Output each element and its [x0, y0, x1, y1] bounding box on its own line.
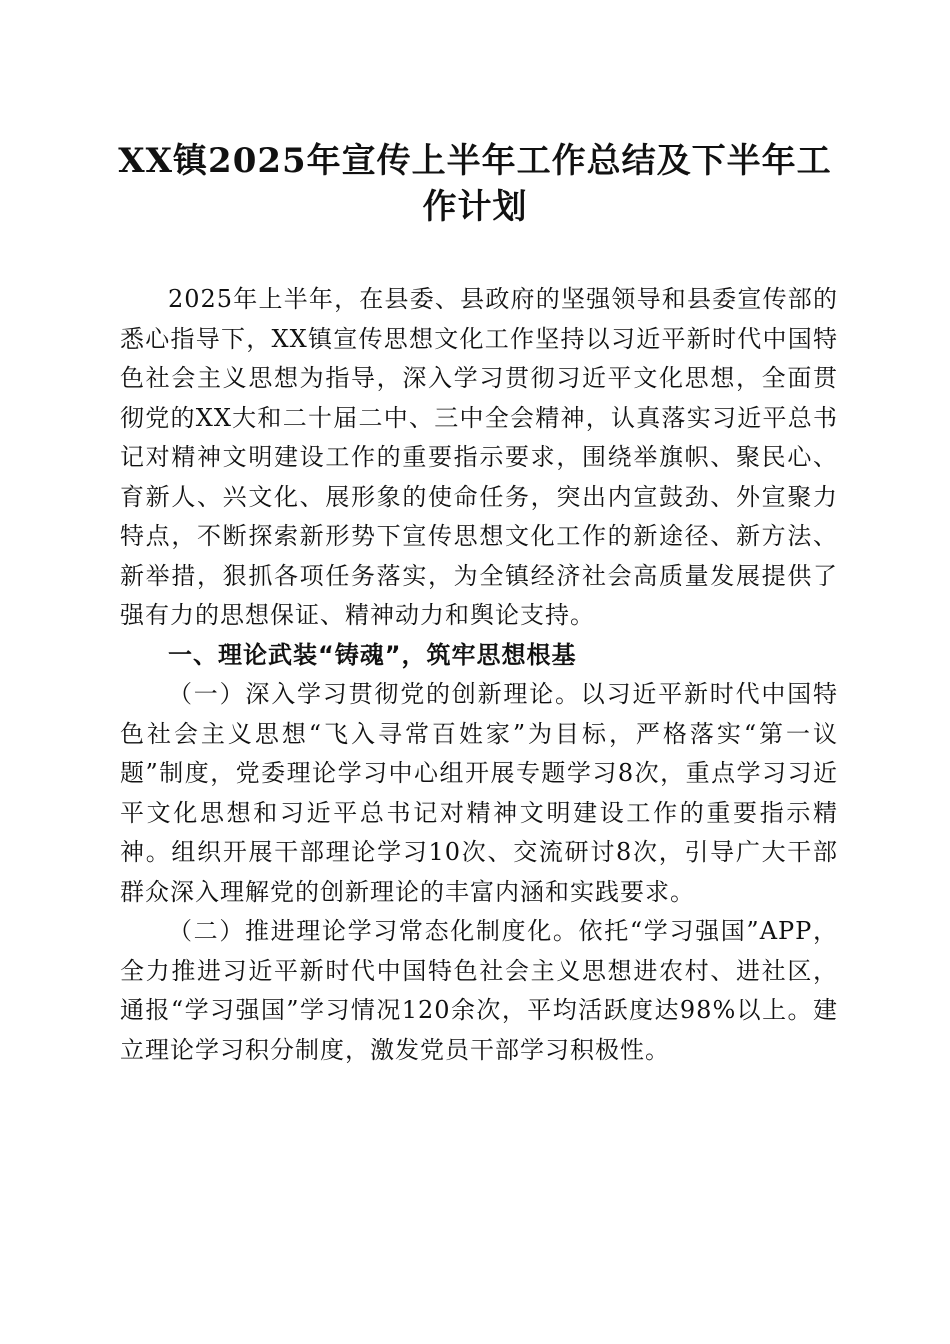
document-body: [120, 280, 838, 1070]
section-heading: 一、理论武装“铸魂”，筑牢思想根基: [168, 640, 577, 669]
document-title: XX镇2025年宣传上半年工作总结及下半年工作计划: [118, 141, 832, 227]
section-paragraph: （一）深入学习贯彻党的创新理论。以习近平新时代中国特色社会主义思想“飞入寻常百姓家”为目标，严格落实“第一议题”制度，党委理论学习中心组开展专题学习8次，重点学习习近平文化思想和习近平总书记对精神文明建设工作的重要指示精神。组织开展干部理论学习10次、交流研讨8次，引导广大干部群众深入理解党的创新理论的丰富内涵和实践要求。: [120, 680, 838, 906]
intro-paragraph: 2025年上半年，在县委、县政府的坚强领导和县委宣传部的悉心指导下，XX镇宣传思想文化工作坚持以习近平新时代中国特色社会主义思想为指导，深入学习贯彻习近平文化思想，全面贯彻党的XX大和二十届二中、三中全会精神，认真落实习近平总书记对精神文明建设工作的重要指示要求，围绕举旗帜、聚民心、育新人、兴文化、展形象的使命任务，突出内宣鼓劲、外宣聚力特点，不断探索新形势下宣传思想文化工作的新途径、新方法、新举措，狠抓各项任务落实，为全镇经济社会高质量发展提供了强有力的思想保证、精神动力和舆论支持。: [120, 285, 838, 629]
section-paragraph: （二）推进理论学习常态化制度化。依托“学习强国”APP，全力推进习近平新时代中国特色社会主义思想进农村、进社区，通报“学习强国”学习情况120余次，平均活跃度达98%以上。建立理论学习积分制度，激发党员干部学习积极性。: [120, 917, 838, 1064]
